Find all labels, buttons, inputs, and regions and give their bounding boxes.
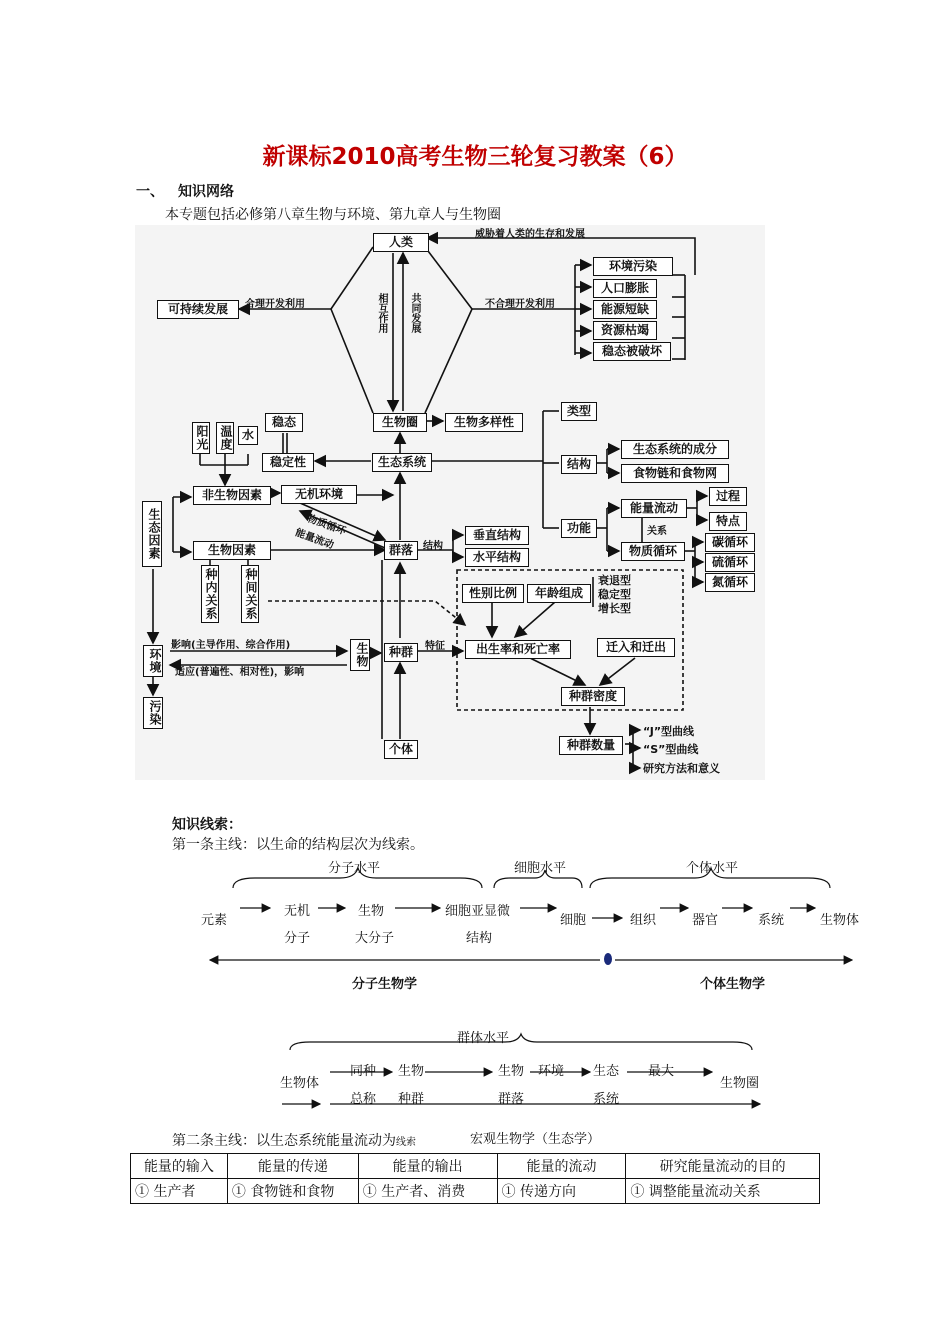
node-tissue: 组织 (630, 913, 657, 928)
node-organ: 器官 (692, 913, 719, 928)
g-organism: 生物体 (280, 1076, 320, 1091)
box-popnum: 种群数量 (559, 736, 623, 755)
page-title: 新课标2010高考生物三轮复习教案（6） (262, 144, 688, 170)
g-eco: 生态 (593, 1064, 620, 1079)
clue-line2-small: 线索 (396, 1137, 416, 1148)
label-codevelop: 共同发展 (409, 293, 420, 333)
clue-line2 (172, 1130, 416, 1150)
box-biotic: 生物因素 (193, 541, 271, 560)
box-horizontal: 水平结构 (465, 548, 529, 567)
label-structure: 结构 (423, 541, 443, 552)
node-organism: 生物体 (820, 913, 860, 928)
node-bio-bot: 大分子 (355, 931, 395, 946)
box-foodweb: 食物链和食物网 (621, 464, 729, 483)
box-individual: 个体 (384, 740, 418, 759)
label-reasonable: 合理开发利用 (245, 299, 305, 310)
box-problem-1: 人口膨胀 (593, 279, 657, 298)
g-general: 总称 (350, 1092, 377, 1107)
box-problem-0: 环境污染 (593, 257, 673, 276)
g-max: 最大 (648, 1064, 675, 1079)
box-problem-4: 稳态被破坏 (593, 342, 671, 361)
label-curve-0: “J”型曲线 (643, 725, 695, 738)
box-process: 过程 (709, 487, 747, 506)
box-problem-2: 能源短缺 (593, 300, 657, 319)
level-individual: 个体水平 (686, 861, 739, 876)
table-header: 能量的流动 (497, 1154, 626, 1179)
box-agestruct: 年龄组成 (527, 584, 591, 603)
level-group: 群体水平 (457, 1031, 510, 1046)
table-header: 能量的输入 (131, 1154, 228, 1179)
node-inorganic-top: 无机 (284, 904, 311, 919)
label-eflow: 能量流动 (293, 527, 335, 552)
label-molbio: 分子生物学 (352, 977, 418, 992)
clue-line2-main: 第二条主线：以生态系统能量流动为 (172, 1133, 396, 1149)
box-inter: 种间关系 (241, 565, 259, 623)
box-ecofactor: 生态因素 (142, 501, 162, 567)
box-temp: 温度 (216, 422, 234, 454)
box-cycle-2: 氮循环 (705, 573, 755, 592)
box-renlei: 人类 (373, 233, 429, 252)
section-heading: 知识网络 (178, 184, 234, 200)
label-curve-2: 研究方法和意义 (643, 762, 720, 775)
label-matcycle: 物质循环 (305, 513, 347, 538)
table-header: 研究能量流动的目的 (626, 1154, 820, 1179)
table-header: 能量的传递 (227, 1154, 358, 1179)
label-unreasonable: 不合理开发利用 (485, 299, 555, 310)
box-steady: 稳态 (265, 413, 303, 432)
table-cell: ① 食物链和食物 (227, 1179, 358, 1204)
label-adapt: 适应(普遍性、相对性)，影响 (175, 667, 305, 678)
box-cycle-1: 硫循环 (705, 553, 755, 572)
box-components: 生态系统的成分 (621, 440, 729, 459)
table-header-row (131, 1154, 820, 1179)
table-cell: ① 生产者 (131, 1179, 228, 1204)
box-density: 种群密度 (561, 687, 625, 706)
energy-flow-table (130, 1153, 820, 1204)
box-stability: 稳定性 (262, 453, 314, 472)
g-bio2: 生物 (498, 1064, 525, 1079)
table-cell: ① 传递方向 (497, 1179, 626, 1204)
box-biosphere: 生物圈 (373, 413, 427, 432)
box-energyflow: 能量流动 (621, 499, 687, 518)
label-interaction: 相互作用 (376, 293, 387, 333)
label-agetype-0: 衰退型 (598, 574, 631, 587)
label-agetype-1: 稳定型 (598, 588, 631, 601)
section-number: 一、 (136, 184, 164, 200)
box-sun: 阳光 (192, 422, 210, 454)
box-function: 功能 (561, 519, 597, 538)
box-birthdeath: 出生率和死亡率 (465, 640, 571, 659)
box-env: 环境 (143, 645, 163, 677)
table-header: 能量的输出 (358, 1154, 497, 1179)
box-migration: 迁入和迁出 (597, 638, 675, 657)
box-community: 群落 (384, 541, 418, 560)
box-cycle-0: 碳循环 (705, 533, 755, 552)
knowledge-network-diagram (135, 225, 765, 780)
node-subcell-top: 细胞亚显微 (445, 904, 511, 919)
table-cell: ① 生产者、消费 (358, 1179, 497, 1204)
box-materialcycle: 物质循环 (621, 542, 685, 561)
divider-dot (604, 953, 612, 965)
g-env: 环境 (538, 1064, 565, 1079)
g-population: 种群 (398, 1092, 425, 1107)
table-cell: ① 调整能量流动关系 (626, 1179, 820, 1204)
box-feature: 特点 (709, 512, 747, 531)
box-intra: 种内关系 (201, 565, 219, 623)
box-water: 水 (238, 426, 258, 445)
label-feature: 特征 (425, 641, 445, 652)
level-cell: 细胞水平 (514, 861, 567, 876)
node-elements: 元素 (201, 913, 228, 928)
box-biodiversity: 生物多样性 (445, 413, 523, 432)
level-molecular: 分子水平 (328, 861, 381, 876)
label-threat: 威胁着人类的生存和发展 (475, 229, 585, 240)
label-agetype-2: 增长型 (598, 602, 631, 615)
box-structure: 结构 (561, 455, 597, 474)
clue-line1: 第一条主线：以生命的结构层次为线索。 (172, 837, 424, 853)
box-vertical: 垂直结构 (465, 526, 529, 545)
node-cell: 细胞 (560, 913, 587, 928)
intro-text: 本专题包括必修第八章生物与环境、第九章人与生物圈 (165, 207, 501, 223)
box-sexratio: 性别比例 (462, 584, 524, 603)
g-system: 系统 (593, 1092, 620, 1107)
node-system: 系统 (758, 913, 785, 928)
node-bio-top: 生物 (358, 904, 385, 919)
node-subcell-bot: 结构 (466, 931, 493, 946)
box-inorganic: 无机环境 (281, 485, 357, 504)
box-population: 种群 (384, 643, 418, 662)
node-inorganic-bot: 分子 (284, 931, 311, 946)
g-community: 群落 (498, 1092, 525, 1107)
clues-heading: 知识线索： (172, 817, 242, 833)
box-sustainable: 可持续发展 (157, 300, 239, 319)
label-relation: 关系 (647, 526, 667, 537)
box-abiotic: 非生物因素 (193, 486, 271, 505)
box-organism: 生物 (350, 639, 370, 671)
box-pollution: 污染 (143, 697, 163, 729)
g-same-species: 同种 (350, 1064, 377, 1079)
label-influence: 影响(主导作用、综合作用) (171, 640, 291, 651)
box-problem-3: 资源枯竭 (593, 321, 657, 340)
g-biosphere: 生物圈 (720, 1076, 760, 1091)
g-bio1: 生物 (398, 1064, 425, 1079)
label-macro: 宏观生物学（生态学） (470, 1132, 601, 1147)
box-ecosystem: 生态系统 (372, 453, 432, 472)
label-indbio: 个体生物学 (700, 977, 766, 992)
label-curve-1: “S”型曲线 (643, 743, 699, 756)
table-row (131, 1179, 820, 1204)
box-type: 类型 (561, 402, 597, 421)
